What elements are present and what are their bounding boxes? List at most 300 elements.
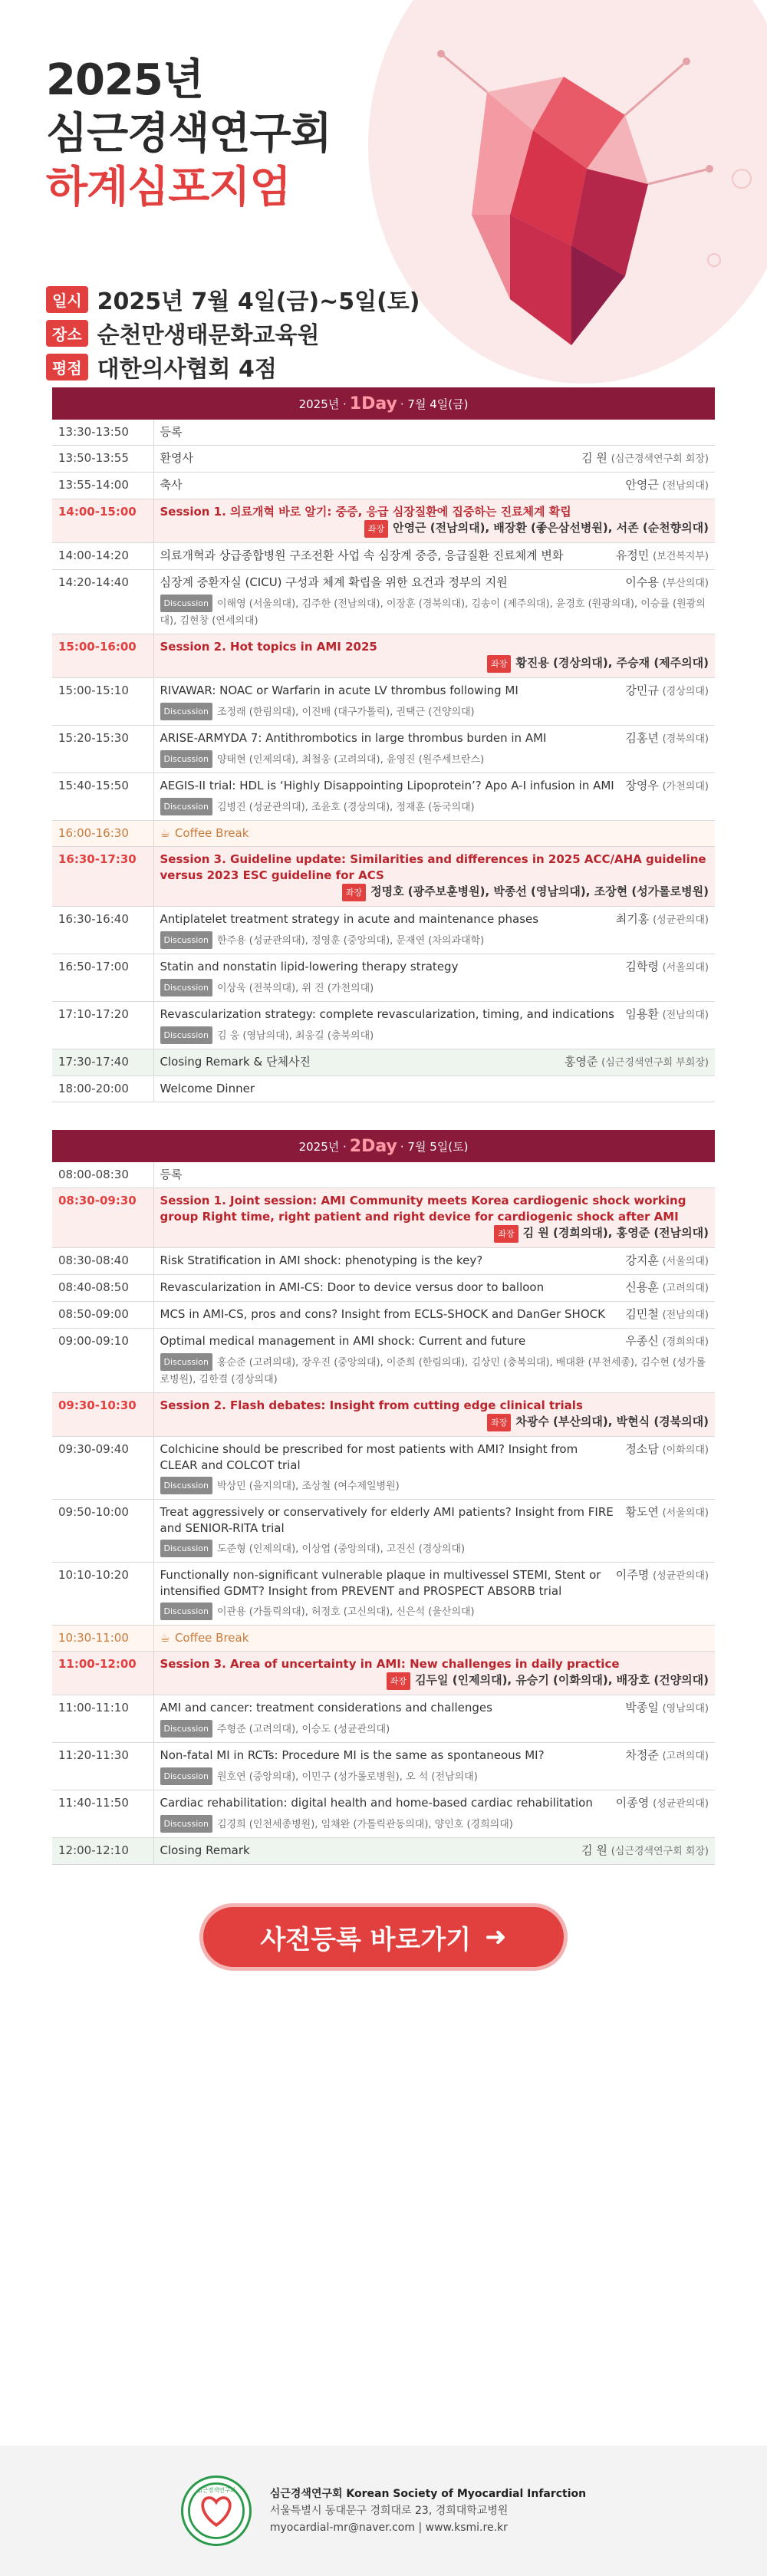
discussion-line xyxy=(160,703,709,720)
schedule-row xyxy=(52,1076,715,1102)
talk-title: Optimal medical management in AMI shock: Current and future xyxy=(160,1334,526,1348)
speaker-name: 이종영 xyxy=(615,1796,650,1810)
talk-line xyxy=(160,1253,709,1270)
talk-line xyxy=(160,825,709,842)
schedule-row xyxy=(52,1626,715,1652)
speaker-affiliation: (부산의대) xyxy=(662,578,709,589)
speaker-affiliation: (영남의대) xyxy=(662,1703,709,1715)
row-time: 11:40-11:50 xyxy=(52,1790,153,1838)
session-title: Session 1. Joint session: AMI Community meets Korea cardiogenic shock working group Right time, right patient and right device for cardiogenic shock after AMI xyxy=(160,1194,686,1224)
row-content xyxy=(153,1302,715,1329)
schedule-row xyxy=(52,678,715,726)
place-text: 순천만생태문화교육원 xyxy=(97,322,320,349)
speaker-affiliation: (가천의대) xyxy=(662,781,709,792)
row-content xyxy=(153,1248,715,1275)
day2-schedule-table xyxy=(52,1162,715,1865)
talk-line xyxy=(160,1167,709,1183)
speaker-affiliation: (성균관의대) xyxy=(653,1570,709,1582)
row-time: 08:40-08:50 xyxy=(52,1275,153,1302)
speaker-affiliation: (보건복지부) xyxy=(653,551,709,562)
speaker-name: 이수용 xyxy=(625,575,659,589)
talk-line xyxy=(160,1748,709,1764)
talk-speaker xyxy=(625,1441,709,1458)
info-place xyxy=(46,316,319,350)
discussion-tag: Discussion xyxy=(160,703,213,720)
row-content xyxy=(153,543,715,570)
row-time: 17:30-17:40 xyxy=(52,1049,153,1076)
speaker-name: 장영우 xyxy=(625,779,659,792)
discussion-tag: Discussion xyxy=(160,931,213,949)
place-tag: 장소 xyxy=(46,320,88,347)
discussants: 조정래 (한림의대), 이진배 (대구가톨릭), 권택근 (건양의대) xyxy=(217,707,475,718)
talk-title: Functionally non-significant vulnerable plaque in multivessel STEMI, Stent or intensified GDMT? Insight from PREVENT and PROSPECT ABSORB trial xyxy=(160,1568,601,1598)
schedule-row xyxy=(52,726,715,773)
speaker-affiliation: (전남의대) xyxy=(662,480,709,492)
schedule-row xyxy=(52,1790,715,1838)
row-content xyxy=(153,1695,715,1743)
discussion-tag: Discussion xyxy=(160,1477,213,1494)
row-content xyxy=(153,678,715,726)
session-chairs xyxy=(160,1225,709,1243)
talk-title: Antiplatelet treatment strategy in acute and maintenance phases xyxy=(160,912,539,926)
footer-text xyxy=(270,2485,586,2536)
row-content xyxy=(153,1790,715,1838)
row-content xyxy=(153,1626,715,1652)
talk-speaker xyxy=(616,1567,709,1584)
schedule-row xyxy=(52,1188,715,1248)
speaker-name: 우종신 xyxy=(625,1334,659,1348)
discussion-tag: Discussion xyxy=(160,798,213,815)
discussion-line xyxy=(160,979,709,996)
schedule-row xyxy=(52,1302,715,1329)
talk-speaker xyxy=(625,778,709,795)
day1-label: 1Day xyxy=(349,394,397,413)
discussants: 도준형 (인제의대), 이상엽 (중앙의대), 고진신 (경상의대) xyxy=(217,1543,466,1555)
discussion-tag: Discussion xyxy=(160,1720,213,1738)
row-time: 12:00-12:10 xyxy=(52,1838,153,1865)
chair-tag: 좌장 xyxy=(364,520,388,538)
row-content xyxy=(153,821,715,847)
row-content xyxy=(153,634,715,678)
row-content xyxy=(153,726,715,773)
talk-speaker xyxy=(616,911,709,928)
speaker-affiliation: (고려의대) xyxy=(662,1283,709,1294)
row-content xyxy=(153,1838,715,1865)
talk-speaker xyxy=(625,1700,709,1717)
talk-line xyxy=(160,778,709,795)
discussion-line xyxy=(160,931,709,949)
discussion-tag: Discussion xyxy=(160,595,213,612)
talk-line xyxy=(160,1795,709,1812)
row-time: 09:30-10:30 xyxy=(52,1393,153,1437)
talk-speaker xyxy=(625,1306,709,1323)
speaker-name: 유정민 xyxy=(615,548,650,562)
schedule-row xyxy=(52,954,715,1002)
row-time: 09:00-09:10 xyxy=(52,1329,153,1393)
schedule-row xyxy=(52,1695,715,1743)
talk-title: 축사 xyxy=(160,478,183,492)
talk-line xyxy=(160,911,709,928)
talk-title: 의료개혁과 상급종합병원 구조전환 사업 속 심장계 중증, 응급질환 진료체계 변화 xyxy=(160,548,564,562)
talk-title: 심장계 중환자실 (CICU) 구성과 체계 확립을 위한 요건과 정부의 지원 xyxy=(160,575,508,589)
row-content xyxy=(153,1275,715,1302)
row-content xyxy=(153,1652,715,1695)
talk-speaker xyxy=(625,1253,709,1270)
cta-area xyxy=(0,1865,767,1971)
info-date xyxy=(46,282,420,316)
speaker-affiliation: (심근경색연구회 부회장) xyxy=(601,1057,709,1069)
row-time: 15:00-15:10 xyxy=(52,678,153,726)
row-time: 11:00-12:00 xyxy=(52,1652,153,1695)
day1-schedule-table xyxy=(52,420,715,1102)
row-content xyxy=(153,1002,715,1049)
discussion-tag: Discussion xyxy=(160,1540,213,1557)
speaker-name: 임용환 xyxy=(625,1007,659,1021)
speaker-name: 신용훈 xyxy=(625,1280,659,1294)
schedule-row xyxy=(52,821,715,847)
speaker-name: 강민규 xyxy=(625,684,659,697)
speaker-affiliation: (심근경색연구회 회장) xyxy=(611,1846,709,1857)
row-time: 16:50-17:00 xyxy=(52,954,153,1002)
schedule-row xyxy=(52,773,715,821)
coffee-icon: ☕ xyxy=(160,826,170,840)
speaker-name: 이주명 xyxy=(615,1568,650,1582)
row-time: 18:00-20:00 xyxy=(52,1076,153,1102)
day2-year: 2025년 · xyxy=(298,1139,347,1154)
chairs-text: 김 원 (경희의대), 홍영준 (전남의대) xyxy=(522,1226,709,1240)
talk-line xyxy=(160,683,709,700)
schedule-row xyxy=(52,1652,715,1695)
heart-logo-icon xyxy=(183,2478,249,2544)
talk-title: MCS in AMI-CS, pros and cons? Insight from ECLS-SHOCK and DanGer SHOCK xyxy=(160,1307,605,1321)
discussion-line xyxy=(160,1767,709,1785)
footer-address: 서울특별시 동대문구 경희대로 23, 경희대학교병원 xyxy=(269,2505,509,2517)
chair-tag: 좌장 xyxy=(342,884,366,901)
schedule-row xyxy=(52,1563,715,1626)
talk-title: Statin and nonstatin lipid-lowering therapy strategy xyxy=(160,960,459,973)
schedule-row xyxy=(52,1002,715,1049)
row-content xyxy=(153,446,715,473)
talk-line xyxy=(160,1504,709,1537)
speaker-affiliation: (경상의대) xyxy=(662,686,709,697)
chair-tag: 좌장 xyxy=(487,1414,511,1431)
discussants: 김 웅 (영남의대), 최웅길 (충북의대) xyxy=(217,1030,374,1042)
talk-speaker xyxy=(625,1006,709,1023)
discussants: 박상민 (을지의대), 조상철 (여수제일병원) xyxy=(217,1481,400,1492)
row-content xyxy=(153,847,715,907)
talk-line xyxy=(160,575,709,591)
schedule-row xyxy=(52,446,715,473)
footer xyxy=(0,2446,767,2576)
chairs-text: 정명호 (광주보훈병원), 박종선 (영남의대), 조장현 (성가롤로병원) xyxy=(370,884,709,898)
polygon-heart-illustration xyxy=(395,46,725,376)
session-title: Session 2. Flash debates: Insight from cutting edge clinical trials xyxy=(160,1398,583,1412)
discussion-tag: Discussion xyxy=(160,750,213,768)
speaker-affiliation: (전남의대) xyxy=(662,1309,709,1321)
row-time: 14:20-14:40 xyxy=(52,570,153,634)
row-time: 13:30-13:50 xyxy=(52,420,153,446)
row-time: 17:10-17:20 xyxy=(52,1002,153,1049)
discussants: 양태현 (인제의대), 최철웅 (고려의대), 윤영진 (원주세브란스) xyxy=(217,754,485,766)
row-content xyxy=(153,954,715,1002)
discussants: 원호연 (중앙의대), 이민구 (성가롤로병원), 오 석 (전남의대) xyxy=(217,1771,478,1783)
row-time: 09:50-10:00 xyxy=(52,1500,153,1563)
speaker-affiliation: (전남의대) xyxy=(662,1010,709,1021)
session-chairs xyxy=(160,1672,709,1690)
schedule-row xyxy=(52,1275,715,1302)
schedule-row xyxy=(52,473,715,499)
talk-speaker xyxy=(581,1843,709,1860)
discussion-tag: Discussion xyxy=(160,1353,213,1371)
row-content xyxy=(153,773,715,821)
talk-line xyxy=(160,477,709,494)
schedule-row xyxy=(52,1329,715,1393)
society-logo xyxy=(181,2476,252,2546)
title-year: 2025년 xyxy=(46,55,203,105)
info-credit xyxy=(46,350,277,384)
row-time: 14:00-15:00 xyxy=(52,499,153,543)
talk-title: Closing Remark & 단체사진 xyxy=(160,1055,311,1069)
talk-title: Welcome Dinner xyxy=(160,1082,255,1095)
schedule-row xyxy=(52,1437,715,1500)
speaker-affiliation: (경북의대) xyxy=(662,733,709,745)
talk-speaker xyxy=(625,477,709,494)
speaker-name: 김민철 xyxy=(625,1307,659,1321)
discussion-tag: Discussion xyxy=(160,1815,213,1833)
row-time: 16:30-16:40 xyxy=(52,907,153,954)
discussion-line xyxy=(160,750,709,768)
schedule-row xyxy=(52,570,715,634)
speaker-name: 김학령 xyxy=(625,960,659,973)
discussion-line xyxy=(160,1540,709,1557)
row-time: 11:00-11:10 xyxy=(52,1695,153,1743)
day2-header xyxy=(52,1130,715,1162)
discussion-line xyxy=(160,1720,709,1738)
row-content xyxy=(153,1500,715,1563)
schedule-row xyxy=(52,847,715,907)
talk-line xyxy=(160,1306,709,1323)
row-time: 13:55-14:00 xyxy=(52,473,153,499)
chairs-text: 황진용 (경상의대), 주승재 (제주의대) xyxy=(515,656,709,670)
talk-line xyxy=(160,730,709,747)
row-content xyxy=(153,1076,715,1102)
talk-speaker xyxy=(625,1504,709,1521)
row-time: 08:30-09:30 xyxy=(52,1188,153,1248)
speaker-name: 황도연 xyxy=(625,1505,659,1519)
talk-title: AEGIS-II trial: HDL is ‘Highly Disappointing Lipoprotein’? Apo A-I infusion in AMI xyxy=(160,779,614,792)
title-event: 하계심포지엄 xyxy=(46,163,291,212)
talk-title: 환영사 xyxy=(160,451,193,465)
session-title: Session 3. Area of uncertainty in AMI: New challenges in daily practice xyxy=(160,1657,620,1671)
row-content xyxy=(153,499,715,543)
row-content xyxy=(153,1162,715,1188)
row-time: 15:40-15:50 xyxy=(52,773,153,821)
talk-title: Treat aggressively or conservatively for elderly AMI patients? Insight from FIRE and SENIOR-RITA trial xyxy=(160,1505,614,1535)
chair-tag: 좌장 xyxy=(487,655,511,673)
date-tag: 일시 xyxy=(46,286,88,313)
talk-line xyxy=(160,450,709,467)
session-title: Session 3. Guideline update: Similarities and differences in 2025 ACC/AHA guideline versus 2023 ESC guideline for ACS xyxy=(160,852,706,882)
talk-line xyxy=(160,1333,709,1350)
row-time: 09:30-09:40 xyxy=(52,1437,153,1500)
speaker-name: 안영근 xyxy=(625,478,659,492)
day2-date: · 7월 5일(토) xyxy=(400,1139,469,1154)
row-time: 16:30-17:30 xyxy=(52,847,153,907)
discussants: 한주용 (성균관의대), 정영훈 (중앙의대), 문재연 (차의과대학) xyxy=(217,935,485,947)
footer-contact[interactable]: myocardial-mr@naver.com | www.ksmi.re.kr xyxy=(269,2522,508,2534)
speaker-name: 박종일 xyxy=(625,1701,659,1715)
session-title: Session 2. Hot topics in AMI 2025 xyxy=(160,640,377,654)
speaker-affiliation: (이화의대) xyxy=(662,1444,709,1456)
talk-line xyxy=(160,1700,709,1717)
speaker-affiliation: (서울의대) xyxy=(662,962,709,973)
arrow-right-icon: ➜ xyxy=(485,1922,507,1952)
speaker-name: 정소담 xyxy=(625,1442,659,1456)
speaker-name: 최기홍 xyxy=(615,912,650,926)
talk-line xyxy=(160,424,709,440)
talk-title: Coffee Break xyxy=(174,1631,249,1645)
talk-speaker xyxy=(581,450,709,467)
talk-title: 등록 xyxy=(160,425,183,439)
credit-tag: 평점 xyxy=(46,354,88,380)
talk-speaker xyxy=(616,548,709,565)
discussion-line xyxy=(160,595,709,629)
discussion-line xyxy=(160,1477,709,1494)
session-chairs xyxy=(160,884,709,901)
talk-title: Risk Stratification in AMI shock: phenotyping is the key? xyxy=(160,1253,483,1267)
speaker-affiliation: (성균관의대) xyxy=(653,1798,709,1810)
logo-text: 심근경색연구회 xyxy=(196,2486,236,2494)
talk-line xyxy=(160,1441,709,1474)
talk-title: AMI and cancer: treatment considerations and challenges xyxy=(160,1701,492,1715)
talk-title: Closing Remark xyxy=(160,1843,250,1857)
discussants: 이관용 (가톨릭의대), 허정호 (고신의대), 신은석 (울산의대) xyxy=(217,1606,475,1618)
talk-title: Revascularization strategy: complete revascularization, timing, and indications xyxy=(160,1007,614,1021)
speaker-name: 김 원 xyxy=(581,451,607,465)
talk-speaker xyxy=(625,1333,709,1350)
session-chairs xyxy=(160,1414,709,1431)
credit-text: 대한의사협회 4점 xyxy=(97,356,277,383)
talk-line xyxy=(160,1630,709,1646)
discussion-line xyxy=(160,1815,709,1833)
talk-speaker xyxy=(625,730,709,747)
row-content xyxy=(153,1049,715,1076)
schedule-row xyxy=(52,1049,715,1076)
schedule-row xyxy=(52,1500,715,1563)
schedule-row xyxy=(52,499,715,543)
talk-line xyxy=(160,1567,709,1599)
chairs-text: 차광수 (부산의대), 박현식 (경북의대) xyxy=(515,1415,709,1428)
row-content xyxy=(153,420,715,446)
talk-title: 등록 xyxy=(160,1168,183,1181)
row-time: 15:00-16:00 xyxy=(52,634,153,678)
talk-line xyxy=(160,1843,709,1860)
row-content xyxy=(153,1743,715,1790)
talk-speaker xyxy=(625,683,709,700)
row-content xyxy=(153,1329,715,1393)
cta-label: 사전등록 바로가기 xyxy=(260,1924,472,1955)
talk-speaker xyxy=(616,1795,709,1812)
row-content xyxy=(153,1188,715,1248)
day2-label: 2Day xyxy=(349,1136,397,1156)
row-content xyxy=(153,1437,715,1500)
talk-speaker xyxy=(565,1054,709,1071)
chairs-text: 안영근 (전남의대), 배장환 (좋은삼선병원), 서존 (순천향의대) xyxy=(393,521,709,535)
discussants: 김병진 (성균관의대), 조윤호 (경상의대), 정재훈 (동국의대) xyxy=(217,802,475,813)
speaker-affiliation: (성균관의대) xyxy=(653,914,709,926)
chair-tag: 좌장 xyxy=(387,1672,410,1690)
talk-title: Revascularization in AMI-CS: Door to device versus door to balloon xyxy=(160,1280,545,1294)
discussion-line xyxy=(160,798,709,815)
pre-registration-button[interactable] xyxy=(199,1903,568,1971)
speaker-name: 김홍년 xyxy=(625,731,659,745)
schedule-row xyxy=(52,907,715,954)
schedule-row xyxy=(52,634,715,678)
row-time: 11:20-11:30 xyxy=(52,1743,153,1790)
talk-line xyxy=(160,1081,709,1097)
discussion-tag: Discussion xyxy=(160,1767,213,1785)
row-content xyxy=(153,907,715,954)
talk-title: Cardiac rehabilitation: digital health and home-based cardiac rehabilitation xyxy=(160,1796,593,1810)
schedule-row xyxy=(52,1743,715,1790)
discussion-tag: Discussion xyxy=(160,979,213,996)
talk-line xyxy=(160,1280,709,1296)
speaker-name: 차정준 xyxy=(625,1748,659,1762)
day1-header xyxy=(52,387,715,420)
schedule-row xyxy=(52,1393,715,1437)
hero-banner xyxy=(0,0,767,387)
talk-speaker xyxy=(625,575,709,591)
speaker-name: 김 원 xyxy=(581,1843,607,1857)
discussants: 김경희 (인천세종병원), 임채완 (가톨릭관동의대), 양인호 (경희의대) xyxy=(217,1819,513,1830)
talk-title: Colchicine should be prescribed for most patients with AMI? Insight from CLEAR and COLCOT trial xyxy=(160,1442,578,1472)
row-time: 16:00-16:30 xyxy=(52,821,153,847)
talk-title: RIVAWAR: NOAC or Warfarin in acute LV thrombus following MI xyxy=(160,684,518,697)
discussants: 이상욱 (전북의대), 위 진 (가천의대) xyxy=(217,983,374,994)
day1-year: 2025년 · xyxy=(298,397,347,411)
row-time: 15:20-15:30 xyxy=(52,726,153,773)
discussants: 주형준 (고려의대), 이승도 (성균관의대) xyxy=(217,1724,390,1735)
talk-title: ARISE-ARMYDA 7: Antithrombotics in large thrombus burden in AMI xyxy=(160,731,547,745)
row-time: 08:00-08:30 xyxy=(52,1162,153,1188)
row-time: 13:50-13:55 xyxy=(52,446,153,473)
speaker-affiliation: (서울의대) xyxy=(662,1256,709,1267)
speaker-name: 홍영준 xyxy=(564,1055,598,1069)
row-time: 14:00-14:20 xyxy=(52,543,153,570)
speaker-name: 강지훈 xyxy=(625,1253,659,1267)
chair-tag: 좌장 xyxy=(494,1225,518,1243)
coffee-icon: ☕ xyxy=(160,1631,170,1645)
talk-line xyxy=(160,548,709,565)
row-content xyxy=(153,570,715,634)
date-text: 2025년 7월 4일(금)~5일(토) xyxy=(97,288,420,315)
schedule-row xyxy=(52,1248,715,1275)
discussants: 이해영 (서울의대), 김주한 (전남의대), 이장훈 (경북의대), 김송이 (제주의대), 윤경호 (원광의대), 이승률 (원광의대), 김현창 (연세의대) xyxy=(160,598,706,627)
talk-line xyxy=(160,1054,709,1071)
schedule-row xyxy=(52,543,715,570)
day1-date: · 7월 4일(금) xyxy=(400,397,469,411)
discussion-line xyxy=(160,1603,709,1620)
row-time: 08:30-08:40 xyxy=(52,1248,153,1275)
talk-speaker xyxy=(625,1748,709,1764)
speaker-affiliation: (심근경색연구회 회장) xyxy=(611,453,709,465)
row-content xyxy=(153,1563,715,1626)
speaker-affiliation: (서울의대) xyxy=(662,1507,709,1519)
talk-speaker xyxy=(625,959,709,976)
schedule-row xyxy=(52,420,715,446)
discussion-line xyxy=(160,1026,709,1044)
talk-title: Coffee Break xyxy=(174,826,249,840)
